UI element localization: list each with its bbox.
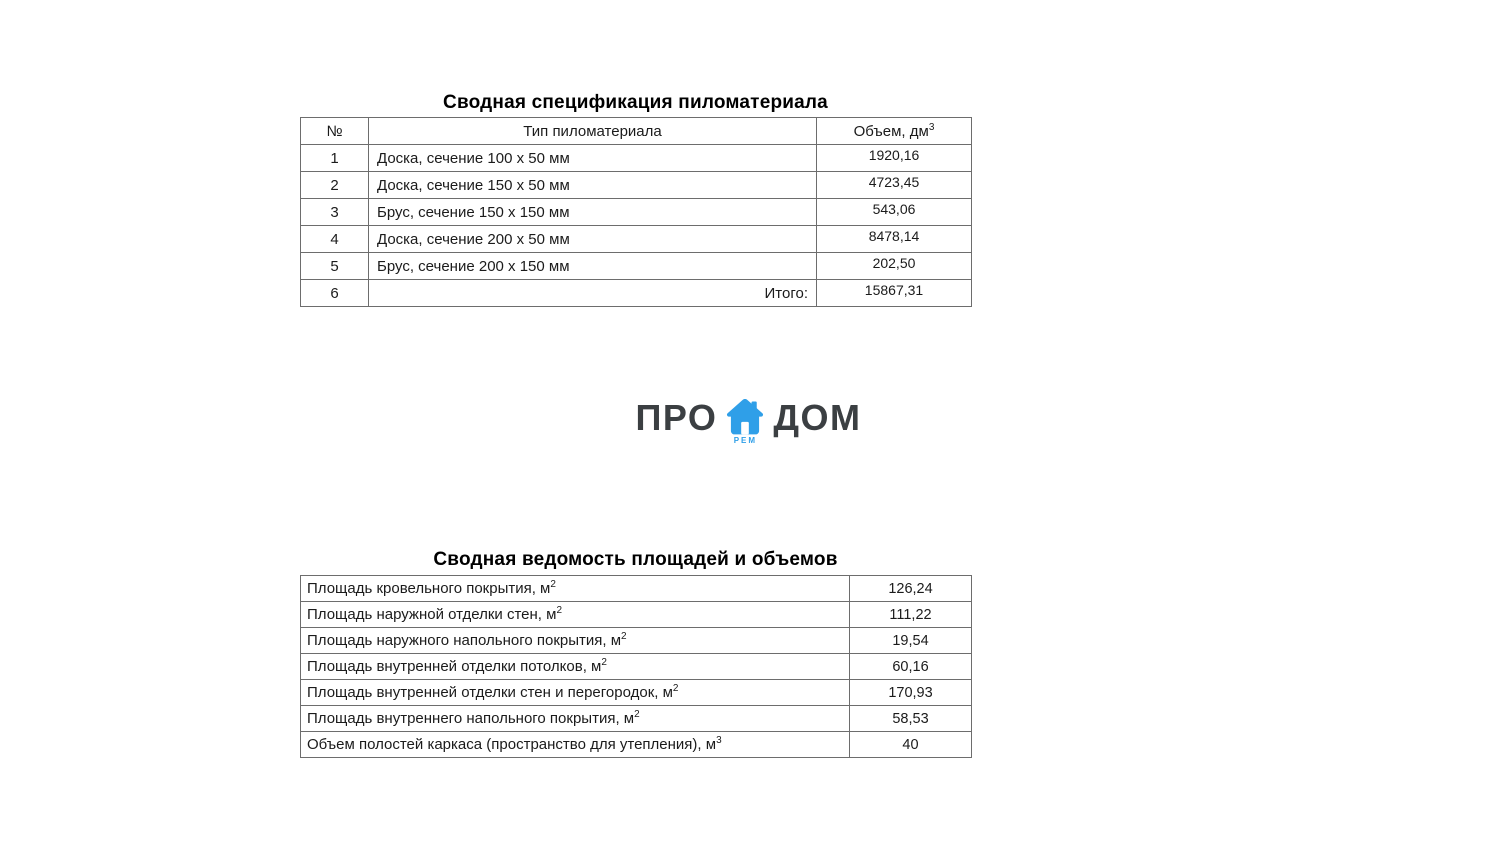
row-num-cell: 1 (301, 145, 369, 172)
row-label-text: Площадь наружной отделки стен, м (307, 606, 557, 623)
table-row (301, 172, 972, 199)
row-num-cell: 6 (301, 280, 369, 307)
row-value-cell: 58,53 (850, 706, 972, 732)
table-row (301, 706, 972, 732)
row-value-cell: 40 (850, 732, 972, 758)
row-value-cell: 19,54 (850, 628, 972, 654)
table-row (301, 226, 972, 253)
table-row (301, 628, 972, 654)
row-volume-cell: 8478,14 (817, 226, 972, 253)
house-icon (724, 398, 766, 445)
row-type-cell: Доска, сечение 200 х 50 мм (369, 226, 817, 253)
logo-text-pro: ПРО (635, 397, 718, 438)
table-row (301, 654, 972, 680)
row-label-cell (301, 680, 850, 706)
table-row (301, 199, 972, 226)
table-row (301, 680, 972, 706)
lumber-spec-title: Сводная спецификация пиломатериала (443, 92, 828, 113)
row-type-cell: Брус, сечение 150 х 150 мм (369, 199, 817, 226)
header-volume-text: Объем, дм (853, 122, 929, 140)
row-type-cell: Доска, сечение 100 х 50 мм (369, 145, 817, 172)
row-value-cell: 126,24 (850, 576, 972, 602)
row-label-cell (301, 628, 850, 654)
logo-text-dom: ДОМ (773, 397, 862, 438)
row-label-cell (301, 602, 850, 628)
row-num-cell: 5 (301, 253, 369, 280)
prodom-logo (0, 397, 1497, 445)
row-label-sup: 2 (550, 579, 556, 590)
areas-volumes-table (300, 575, 972, 758)
row-label-sup: 2 (621, 631, 627, 642)
lumber-spec-table (300, 117, 972, 307)
logo-text-rem: РЕМ (733, 436, 758, 445)
row-label-text: Площадь внутренней отделки стен и перегородок, м (307, 684, 673, 701)
house-icon-svg (724, 398, 766, 438)
row-label-sup: 2 (672, 683, 679, 694)
header-num: № (301, 118, 369, 145)
row-volume-cell: 543,06 (817, 199, 972, 226)
total-label-cell: Итого: (369, 280, 817, 307)
row-label-sup: 2 (556, 605, 563, 616)
row-num-cell: 4 (301, 226, 369, 253)
row-label-cell (301, 732, 850, 758)
row-volume-cell: 1920,16 (817, 145, 972, 172)
header-type: Тип пиломатериала (369, 118, 817, 145)
row-label-text: Объем полостей каркаса (пространство для утепления), м (307, 736, 717, 753)
row-value-cell: 170,93 (850, 680, 972, 706)
row-value-cell: 60,16 (850, 654, 972, 680)
header-volume (817, 118, 972, 145)
table-total-row (301, 280, 972, 307)
table-row (301, 145, 972, 172)
row-num-cell: 2 (301, 172, 369, 199)
row-label-cell (301, 706, 850, 732)
row-label-sup: 2 (601, 657, 607, 668)
row-label-sup: 3 (716, 735, 722, 746)
row-label-cell (301, 654, 850, 680)
table-row (301, 602, 972, 628)
header-volume-sup: 3 (928, 121, 935, 133)
row-label-cell (301, 576, 850, 602)
areas-volumes-title: Сводная ведомость площадей и объемов (433, 549, 838, 570)
table-row (301, 253, 972, 280)
row-label-text: Площадь внутренней отделки потолков, м (307, 658, 602, 675)
total-value-cell: 15867,31 (817, 280, 972, 307)
row-value-cell: 111,22 (850, 602, 972, 628)
row-volume-cell: 202,50 (817, 253, 972, 280)
row-label-text: Площадь внутреннего напольного покрытия, м (307, 710, 635, 727)
row-label-text: Площадь наружного напольного покрытия, м (307, 632, 622, 649)
row-volume-cell: 4723,45 (817, 172, 972, 199)
row-type-cell: Брус, сечение 200 х 150 мм (369, 253, 817, 280)
table-header-row (301, 118, 972, 145)
row-label-sup: 2 (634, 709, 640, 720)
row-label-text: Площадь кровельного покрытия, м (307, 580, 551, 597)
row-type-cell: Доска, сечение 150 х 50 мм (369, 172, 817, 199)
row-num-cell: 3 (301, 199, 369, 226)
table-row (301, 732, 972, 758)
table-row (301, 576, 972, 602)
